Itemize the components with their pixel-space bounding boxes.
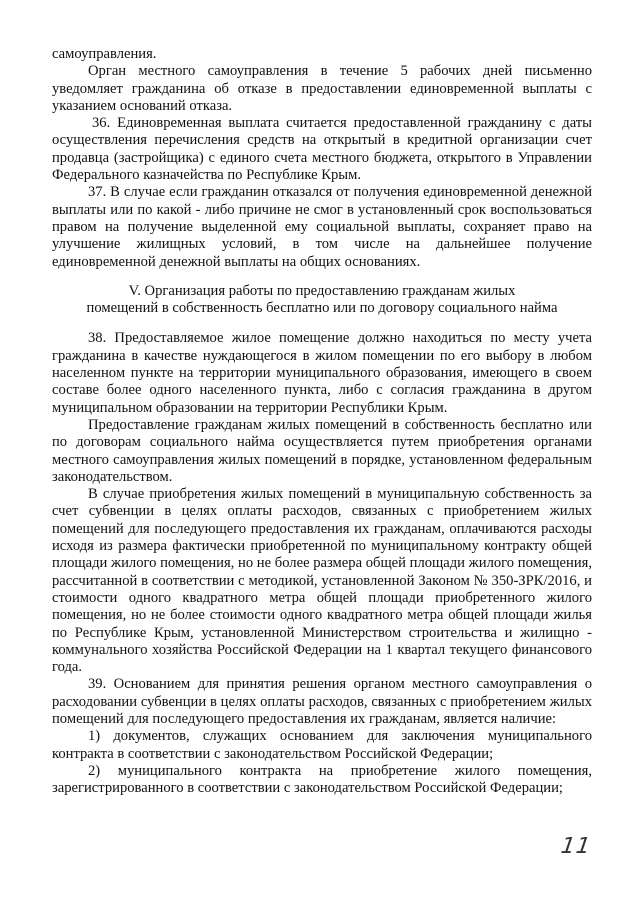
paragraph-continuation: самоуправления. bbox=[52, 46, 157, 62]
list-item-1: 1) документов, служащих основанием для заключения муниципального контракта в соответствии с законодательством Российской Федерации; bbox=[52, 728, 592, 762]
paragraph-provision: Предоставление гражданам жилых помещений в собственность бесплатно или по договорам социального найма осуществляется путем приобретения органами местного самоуправления жилых помещений в порядке, установленном федеральным законодательством. bbox=[52, 416, 592, 485]
paragraph-38: 38. Предоставляемое жилое помещение должно находиться по месту учета гражданина в качестве нуждающегося в жилом помещении по его выбору в любом населенном пункте на территории муниципального образования, имеющего в своем составе более одного населенного пункта, либо с согласия гражданина в другом муниципальном образовании на территории Республики Крым. bbox=[52, 330, 592, 416]
section-heading bbox=[52, 283, 592, 318]
list-item-2: 2) муниципального контракта на приобретение жилого помещения, зарегистрированного в соответствии с законодательством Российской Федерации; bbox=[52, 762, 592, 797]
paragraph-subvention: В случае приобретения жилых помещений в муниципальную собственность за счет субвенции в целях оплаты расходов, связанных с приобретением жилых помещений для последующего предоставления их гражданам, оплачиваются расходы исходя из размера фактически приобретенной по муниципальному контракту общей площади жилого помещения, но не более размера общей площади жилого помещения, рассчитанной в соответствии с методикой, установленной Законом № 350-ЗРК/2016, и стоимости одного квадратного метра общей площади приобретенного жилого помещения, но не более стоимости одного квадратного метра общей площади жилья по Республике Крым, установленной Министерством строительства и жилищно - коммунального хозяйства Российской Федерации на 1 квартал текущего финансового года. bbox=[52, 486, 592, 676]
paragraph-39: 39. Основанием для принятия решения органом местного самоуправления о расходовании субвенции в целях оплаты расходов, связанных с приобретением жилых помещений для последующего предоставления их гражданам, является наличие: bbox=[52, 676, 592, 727]
paragraph-refusal-notice: Орган местного самоуправления в течение 5 рабочих дней письменно уведомляет гражданина об отказе в предоставлении единовременной выплаты с указанием оснований отказа. bbox=[52, 63, 592, 114]
document-page bbox=[52, 46, 592, 797]
page-number: 11 bbox=[559, 834, 593, 859]
section-heading-line-1: V. Организация работы по предоставлению гражданам жилых bbox=[128, 282, 516, 299]
paragraph-36: 36. Единовременная выплата считается предоставленной гражданину с даты осуществления перечисления средств на открытый в кредитной организации счет продавца (застройщика) с единого счета местного бюджета, открытого в Управлении Федерального казначейства по Республике Крым. bbox=[52, 115, 592, 184]
section-heading-line-2: помещений в собственность бесплатно или по договору социального найма bbox=[86, 300, 558, 317]
paragraph-37: 37. В случае если гражданин отказался от получения единовременной денежной выплаты или по какой - либо причине не смог в установленный срок воспользоваться правом на получение выделенной ему социальной выплаты, сохраняет право на улучшение жилищных условий, в том числе на дальнейшее получение единовременной денежной выплаты на общих основаниях. bbox=[52, 184, 592, 270]
